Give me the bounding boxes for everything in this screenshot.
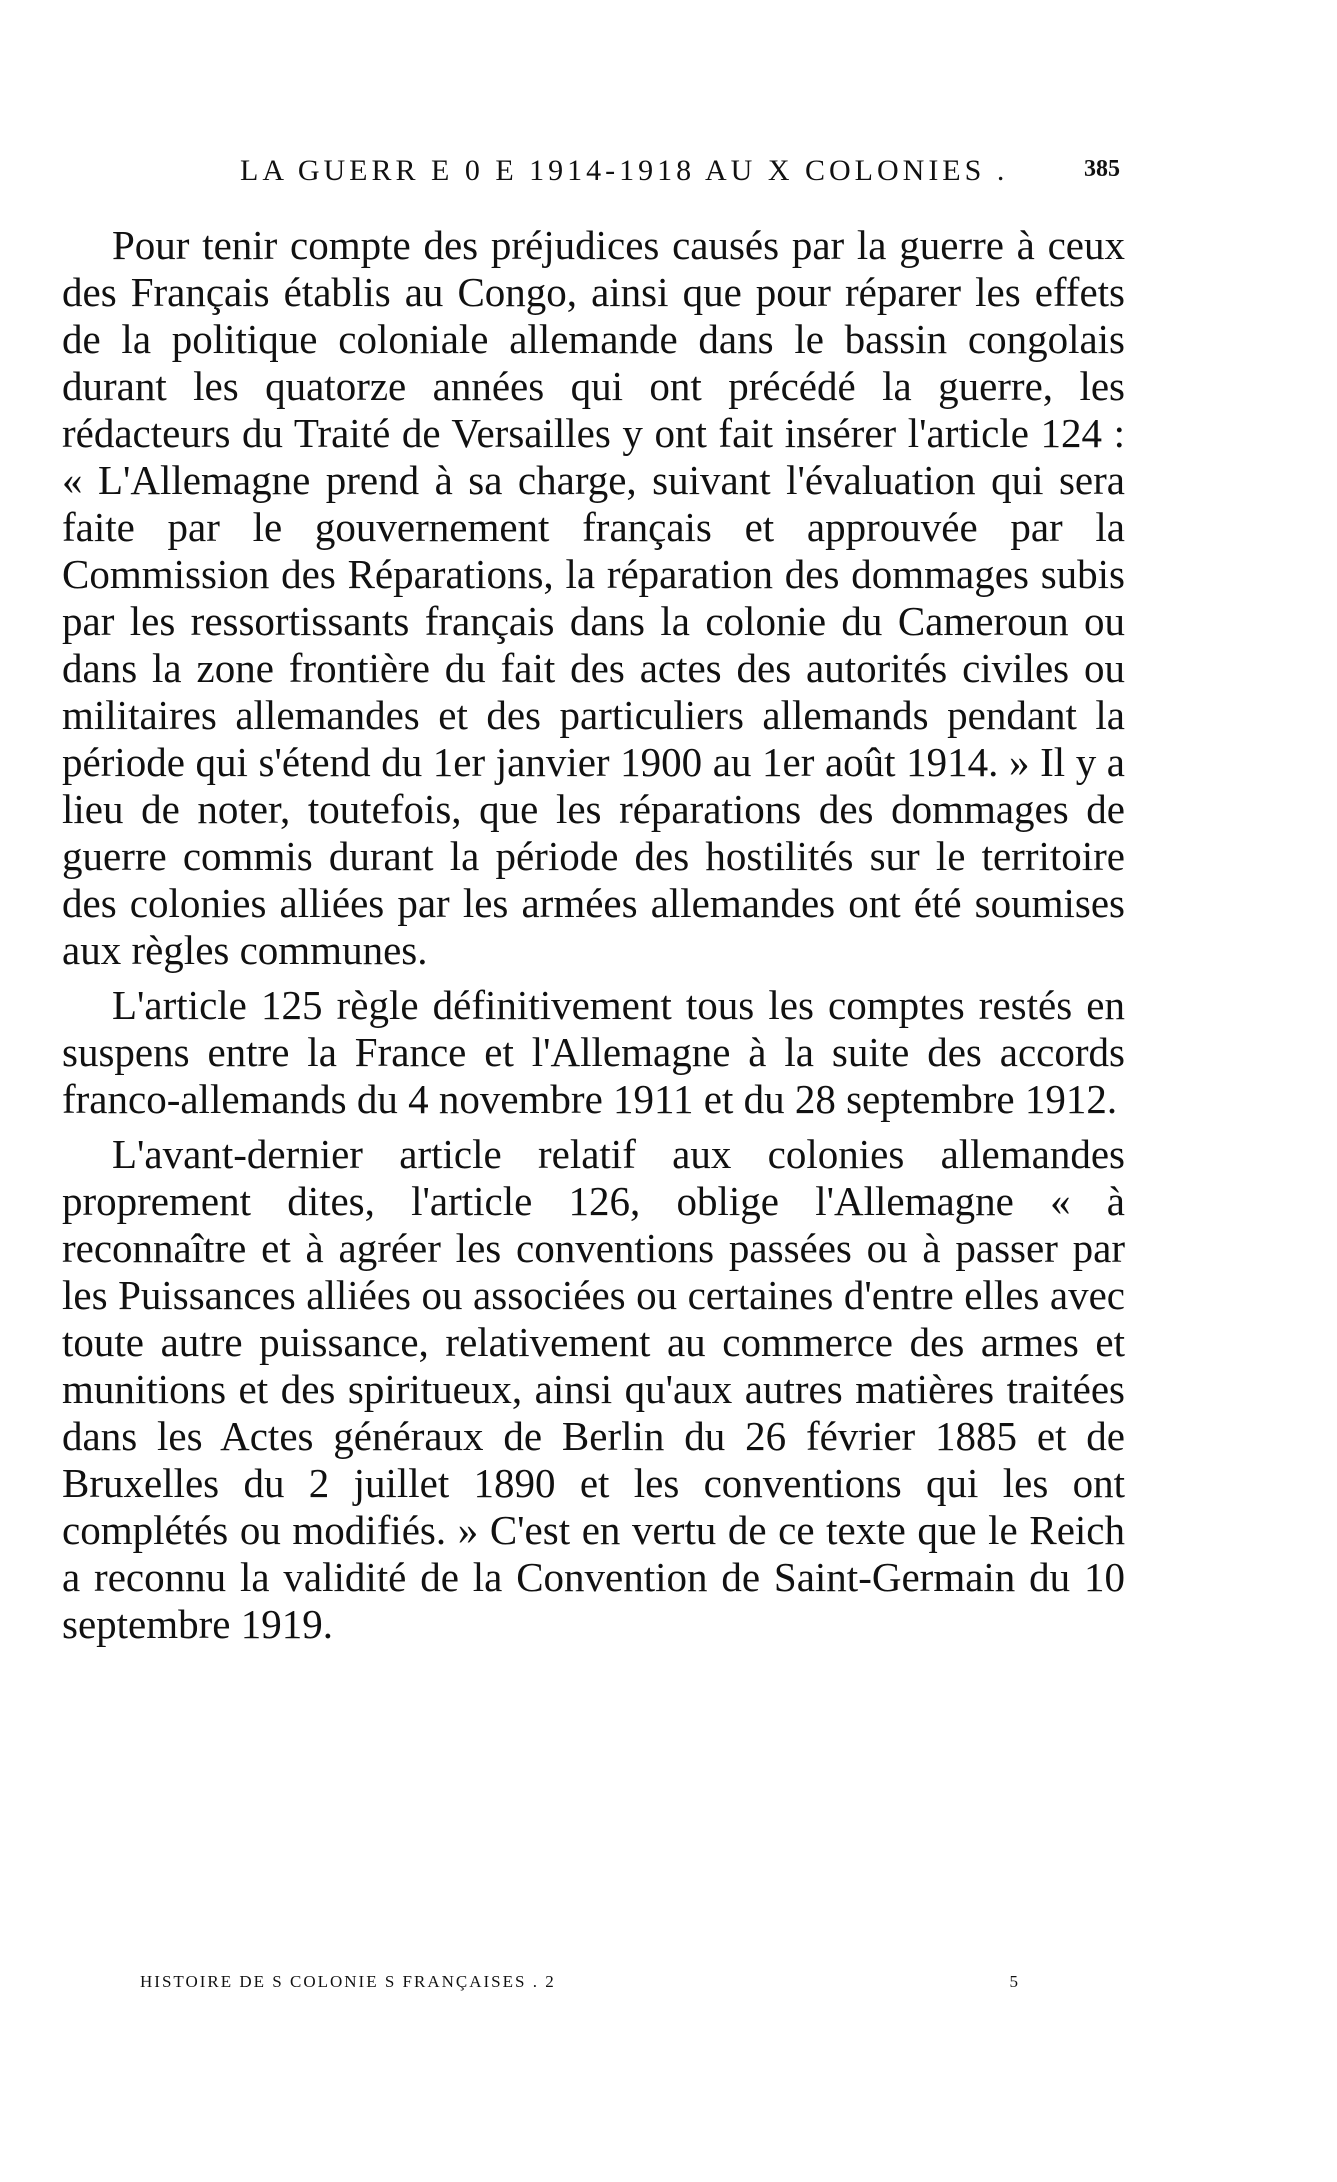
- running-title: LA GUERR E 0 E 1914-1918 AU X COLONIES .: [240, 154, 1009, 187]
- printer-signature: [140, 1972, 1020, 2002]
- signature-number: 5: [1009, 1972, 1020, 1991]
- body-text: [62, 222, 1125, 1656]
- running-head: [240, 150, 1120, 190]
- paragraph-article-126: L'avant-dernier article relatif aux colonies allemandes proprement dites, l'article 126, oblige l'Allemagne « à reconnaître et à agréer les conventions passées ou à passer par les Puissances alliées ou associées ou certaines d'entre elles avec toute autre puissance, relativement au commerce des armes et munitions et des spiritueux, ainsi qu'aux autres matières traitées dans les Actes généraux de Berlin du 26 février 1885 et de Bruxelles du 2 juillet 1890 et les conventions qui les ont complétés ou modifiés. » C'est en vertu de ce texte que le Reich a reconnu la validité de la Convention de Saint-Germain du 10 septembre 1919.: [62, 1131, 1125, 1647]
- signature-text: HISTOIRE DE S COLONIE S FRANÇAISES . 2: [140, 1972, 556, 1991]
- paragraph-article-125: L'article 125 règle définitivement tous les comptes restés en suspens entre la France et l'Allemagne à la suite des accords franco-allemands du 4 novembre 1911 et du 28 septembre 1912.: [62, 982, 1125, 1122]
- paragraph-article-124: Pour tenir compte des préjudices causés par la guerre à ceux des Français établis au Congo, ainsi que pour réparer les effets de la politique coloniale allemande dans le bassin congolais durant les quatorze années qui ont précédé la guerre, les rédacteurs du Traité de Versailles y ont fait insérer l'article 124 : « L'Allemagne prend à sa charge, suivant l'évaluation qui sera faite par le gouvernement français et approuvée par la Commission des Réparations, la réparation des dommages subis par les ressortissants français dans la colonie du Cameroun ou dans la zone frontière du fait des actes des autorités civiles ou militaires allemandes et des particuliers allemands pendant la période qui s'étend du 1er janvier 1900 au 1er août 1914. » Il y a lieu de noter, toutefois, que les réparations des dommages de guerre commis durant la période des hostilités sur le territoire des colonies alliées par les armées allemandes ont été soumises aux règles communes.: [62, 222, 1125, 973]
- page-number: 385: [1084, 156, 1120, 182]
